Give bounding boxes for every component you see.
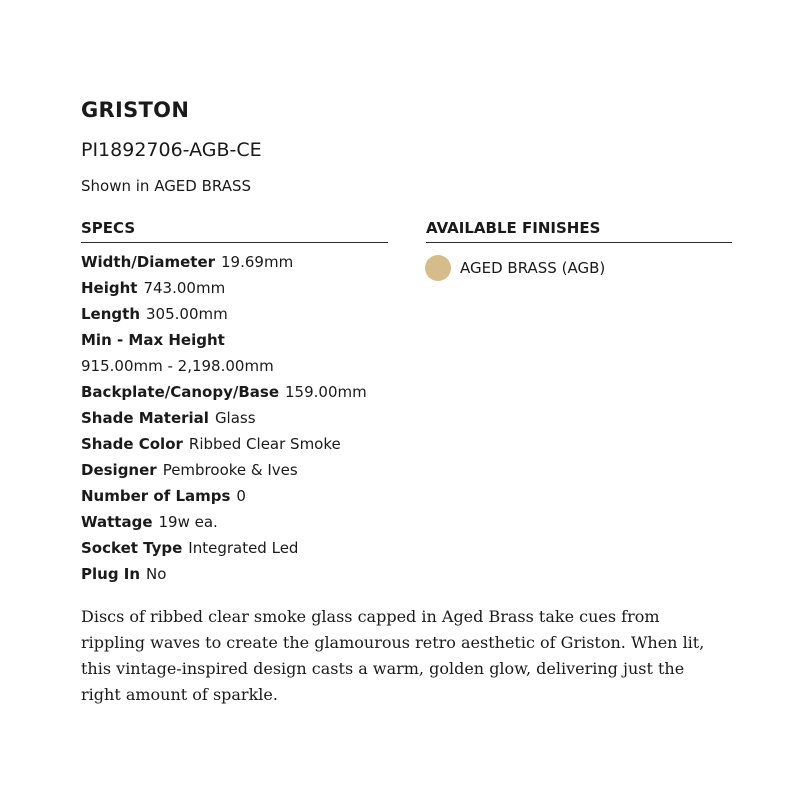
spec-label: Wattage (81, 513, 153, 531)
spec-row (81, 275, 411, 301)
spec-value: 19.69mm (221, 253, 294, 271)
specs-heading: SPECS (81, 219, 388, 243)
spec-label: Shade Color (81, 435, 183, 453)
spec-row (81, 509, 411, 535)
spec-row (81, 457, 411, 483)
spec-value: 0 (236, 487, 246, 505)
spec-value: 19w ea. (158, 513, 218, 531)
spec-row (81, 301, 411, 327)
finish-swatch (425, 255, 451, 281)
spec-label: Number of Lamps (81, 487, 231, 505)
spec-label: Length (81, 305, 140, 323)
spec-label: Plug In (81, 565, 141, 583)
finish-label: AGED BRASS (AGB) (460, 259, 606, 277)
spec-label: Socket Type (81, 539, 183, 557)
spec-value: 915.00mm - 2,198.00mm (81, 357, 274, 375)
spec-value: Integrated Led (188, 539, 299, 557)
spec-row (81, 561, 411, 587)
product-description: Discs of ribbed clear smoke glass capped in Aged Brass take cues from rippling waves to create the glamourous retro aesthetic of Griston. When lit, this vintage-inspired design casts a warm, golden glow, delivering just the right amount of sparkle. (81, 607, 705, 704)
spec-value: 743.00mm (143, 279, 226, 297)
finish-option-aged-brass[interactable] (425, 255, 605, 281)
spec-value: 305.00mm (146, 305, 228, 323)
spec-label: Backplate/Canopy/Base (81, 383, 280, 401)
spec-value: 159.00mm (285, 383, 367, 401)
spec-row (81, 535, 411, 561)
spec-label: Width/Diameter (81, 253, 216, 271)
product-sku: PI1892706-AGB-CE (81, 139, 262, 161)
spec-value: Pembrooke & Ives (162, 461, 298, 479)
spec-label: Min - Max Height (81, 331, 225, 349)
spec-value: No (146, 565, 167, 583)
spec-row (81, 249, 411, 275)
shown-in-finish: Shown in AGED BRASS (81, 177, 252, 195)
spec-value: Glass (214, 409, 256, 427)
specs-list (81, 249, 411, 587)
spec-label: Height (81, 279, 138, 297)
spec-row (81, 353, 411, 379)
spec-value: Ribbed Clear Smoke (188, 435, 341, 453)
spec-row (81, 483, 411, 509)
spec-row (81, 327, 411, 353)
spec-row (81, 431, 411, 457)
product-title: GRISTON (81, 98, 190, 122)
spec-row (81, 405, 411, 431)
spec-row (81, 379, 411, 405)
spec-label: Shade Material (81, 409, 209, 427)
spec-label: Designer (81, 461, 157, 479)
available-finishes-heading: AVAILABLE FINISHES (426, 219, 732, 243)
